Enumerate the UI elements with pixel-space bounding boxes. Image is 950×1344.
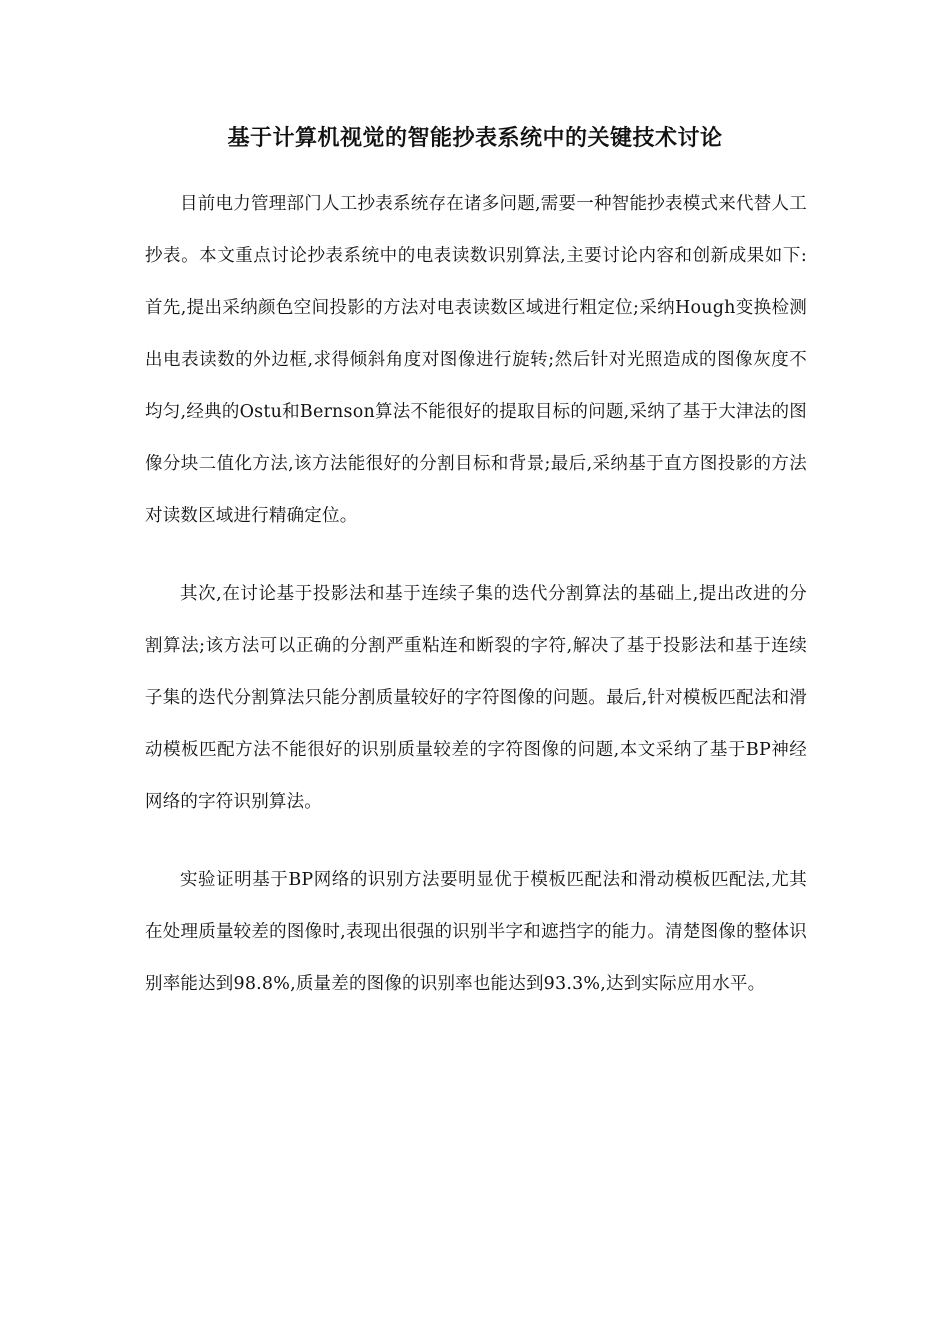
document-body: [145, 178, 807, 1036]
paragraph-1: 目前电力管理部门人工抄表系统存在诸多问题,需要一种智能抄表模式来代替人工抄表。本文重点讨论抄表系统中的电表读数识别算法,主要讨论内容和创新成果如下:首先,提出采纳颜色空间投影的方法对电表读数区域进行粗定位;采纳Hough变换检测出电表读数的外边框,求得倾斜角度对图像进行旋转;然后针对光照造成的图像灰度不均匀,经典的Ostu和Bernson算法不能很好的提取目标的问题,采纳了基于大津法的图像分块二值化方法,该方法能很好的分割目标和背景;最后,采纳基于直方图投影的方法对读数区域进行精确定位。: [145, 194, 807, 526]
paragraph-2: 其次,在讨论基于投影法和基于连续子集的迭代分割算法的基础上,提出改进的分割算法;该方法可以正确的分割严重粘连和断裂的字符,解决了基于投影法和基于连续子集的迭代分割算法只能分割质量较好的字符图像的问题。最后,针对模板匹配法和滑动模板匹配方法不能很好的识别质量较差的字符图像的问题,本文采纳了基于BP神经网络的字符识别算法。: [145, 584, 807, 812]
paragraph-3: 实验证明基于BP网络的识别方法要明显优于模板匹配法和滑动模板匹配法,尤其在处理质量较差的图像时,表现出很强的识别半字和遮挡字的能力。清楚图像的整体识别率能达到98.8%,质量差的图像的识别率也能达到93.3%,达到实际应用水平。: [145, 870, 807, 994]
document-title: 基于计算机视觉的智能抄表系统中的关键技术讨论: [227, 125, 723, 151]
